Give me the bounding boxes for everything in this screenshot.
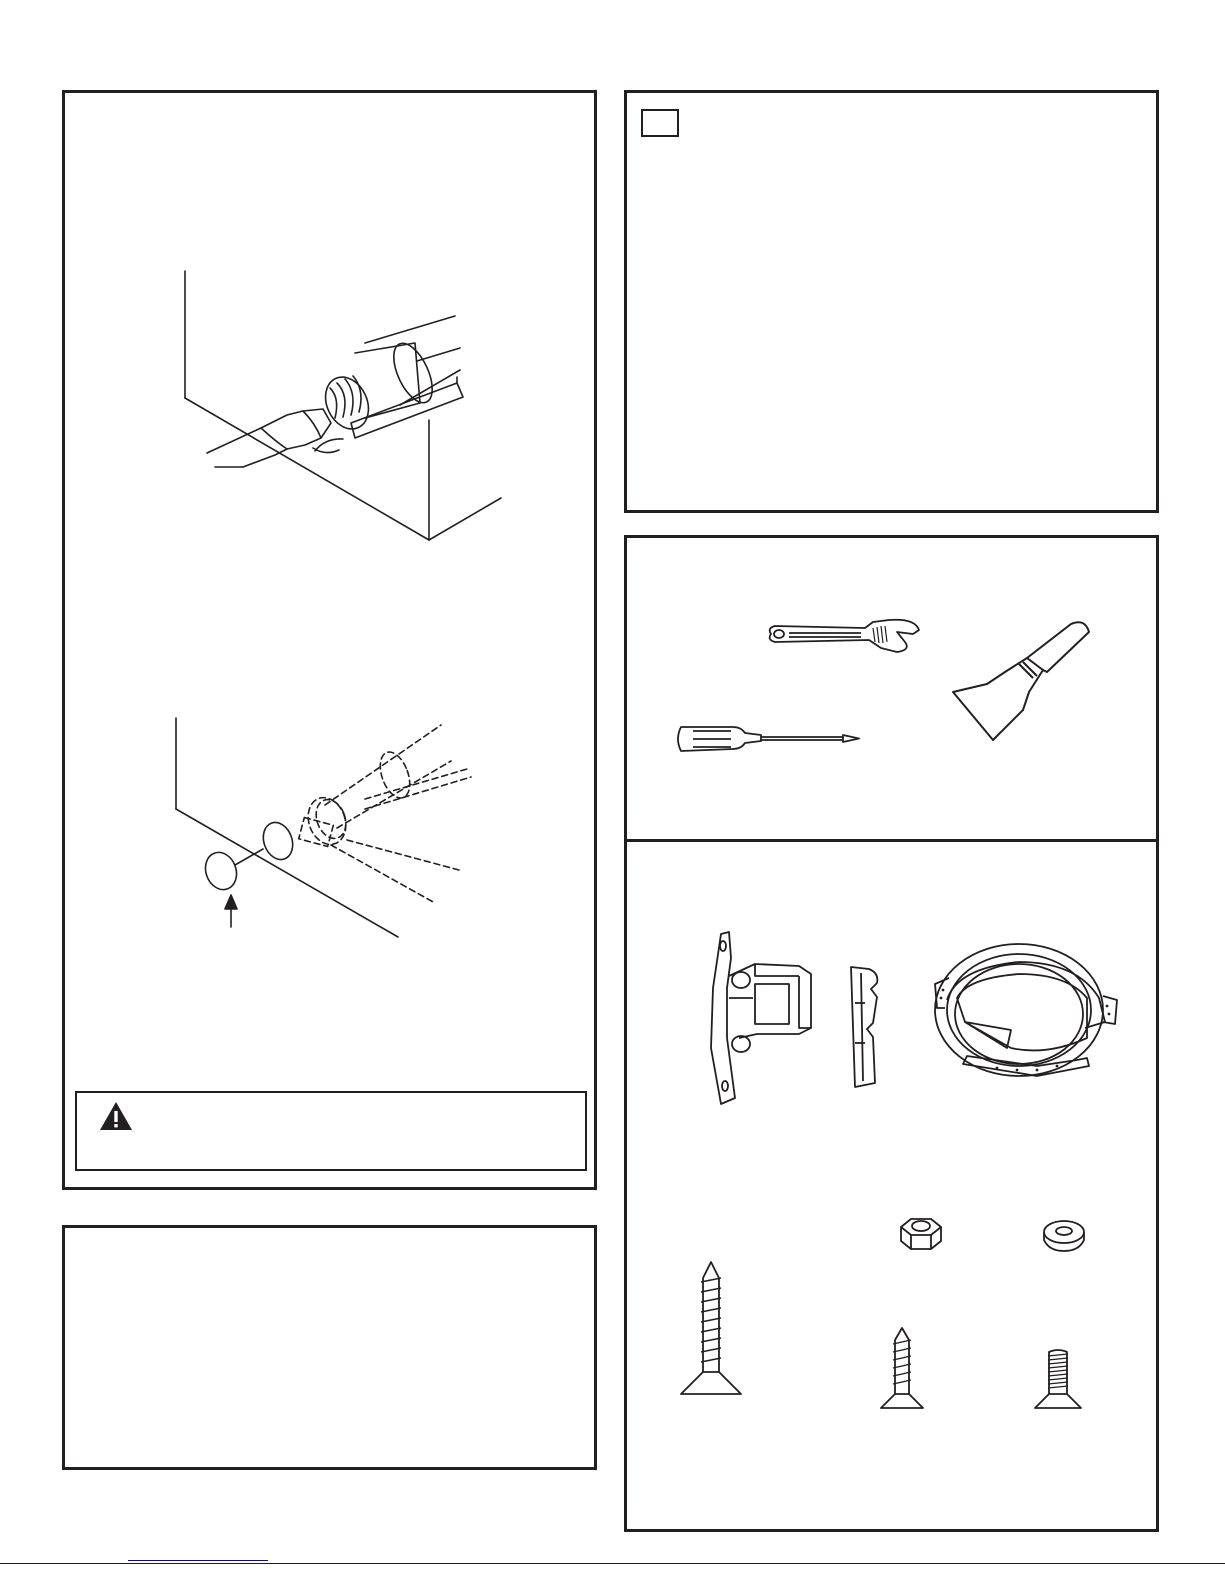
machine-screw-icon [1033,1348,1083,1412]
step-number-box [641,109,679,137]
hex-nut-icon [897,1215,945,1255]
cleaning-instructions-panel [62,90,597,1190]
hinge-clip-icon [845,963,885,1093]
putty-knife-icon [949,618,1099,748]
upper-right-panel [624,90,1159,513]
warning-triangle-icon [99,1101,133,1131]
footer-rule [0,1563,1225,1564]
footer-link-underline[interactable] [128,1560,268,1561]
hinge-bracket-icon [699,928,829,1110]
adjustable-wrench-icon [765,616,927,656]
lower-left-panel [62,1225,597,1470]
long-wood-screw-icon [679,1258,743,1398]
short-wood-screw-icon [879,1326,925,1412]
vent-ring-adapter-icon [927,938,1127,1078]
tools-and-parts-panel [624,535,1159,1532]
phillips-screwdriver-icon [675,721,865,757]
section-divider [627,839,1156,842]
hole-plug-insertion-illustration [65,693,595,993]
flat-washer-icon [1041,1218,1087,1254]
warning-box [75,1091,587,1171]
vacuum-hose-cleaning-illustration [65,93,595,653]
